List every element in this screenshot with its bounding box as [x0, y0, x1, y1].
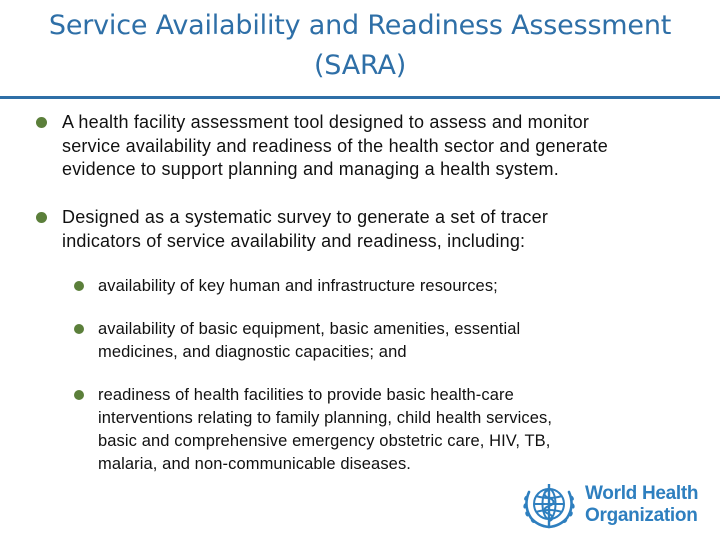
who-logo: [519, 480, 715, 532]
bullet-dot-icon: [36, 212, 47, 223]
bullet-2-line-1: Designed as a systematic survey to generate a set of tracer: [62, 207, 549, 227]
sub-bullet-item-2: [98, 318, 520, 364]
sub-bullet-2-line-2: medicines, and diagnostic capacities; and: [98, 343, 407, 361]
sub-bullet-text: [98, 275, 498, 298]
sub-bullet-text: [98, 384, 552, 476]
sub-bullet-3-line-3: basic and comprehensive emergency obstetric care, HIV, TB,: [98, 432, 551, 450]
bullet-item-1: [62, 111, 608, 182]
bullet-1-line-1: A health facility assessment tool designed to assess and monitor: [62, 112, 590, 132]
bullet-1-line-3: evidence to support planning and managing a health system.: [62, 159, 559, 179]
sub-bullet-item-1: [98, 275, 498, 298]
bullet-1-line-2: service availability and readiness of the health sector and generate: [62, 135, 608, 156]
bullet-dot-icon: [36, 117, 47, 128]
sub-bullet-3-line-2: interventions relating to family planning, child health services,: [98, 409, 553, 427]
sub-bullet-2-line-1: availability of basic equipment, basic amenities, essential: [98, 320, 521, 338]
sub-bullet-3-line-4: malaria, and non-communicable diseases.: [98, 455, 411, 473]
logo-text-line-2: Organization: [585, 505, 698, 526]
sub-bullet-1-line-1: availability of key human and infrastructure resources;: [98, 277, 498, 295]
sub-bullet-dot-icon: [74, 324, 84, 334]
bullet-text: [62, 111, 608, 182]
bullet-2-line-2: indicators of service availability and readiness, including:: [62, 230, 526, 251]
slide-title: [0, 6, 720, 86]
bullet-item-2: [62, 206, 548, 253]
title-divider: [0, 96, 720, 99]
slide-title-line-1: Service Availability and Readiness Assessment: [48, 10, 672, 41]
who-emblem-icon: [519, 480, 579, 532]
sub-bullet-text: [98, 318, 520, 364]
sub-bullet-3-line-1: readiness of health facilities to provide basic health-care: [98, 386, 514, 404]
slide-title-line-2: (SARA): [313, 50, 407, 81]
bullet-text: [62, 206, 548, 253]
sub-bullet-dot-icon: [74, 390, 84, 400]
sub-bullet-dot-icon: [74, 281, 84, 291]
sub-bullet-item-3: [98, 384, 552, 476]
logo-text-line-1: World Health: [585, 483, 699, 504]
